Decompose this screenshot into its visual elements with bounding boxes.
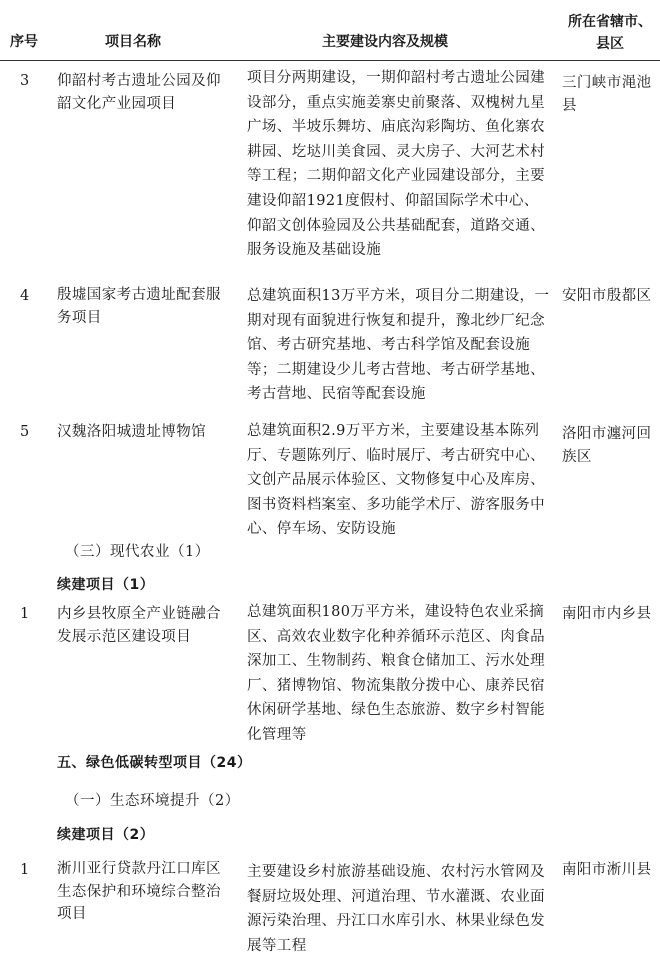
row-5-no: 5 (20, 424, 30, 440)
agri-row-name: 内乡县牧原全产业链融合发展示范区建设项目 (57, 606, 221, 645)
section-green-low-carbon: 五、绿色低碳转型项目（24） (57, 755, 252, 771)
row-4-no: 4 (20, 288, 30, 304)
row-3-content: 项目分两期建设，一期仰韶村考古遗址公园建设部分，重点实施姜寨史前聚落、双槐树九星广场、半坡乐舞坊、庙底沟彩陶坊、鱼化寨农耕园、圪垯川美食园、灵大房子、大河艺术村等工程；二期仰韶文化产业园建设部分，主要建设仰韶1921度假村、仰韶国际学术中心、仰韶文创体验园及公共基础配套，道路交通、服务设施及基础设施 (247, 70, 545, 259)
header-col-content: 主要建设内容及规模 (322, 34, 448, 50)
row-5-content: 总建筑面积2.9万平方米，主要建设基本陈列厅、专题陈列厅、临时展厅、考古研究中心、文创产品展示体验区、文物修复中心及库房、图书资料档案室、多功能学术厅、游客服务中心、停车场、安防设施 (247, 423, 545, 538)
row-3-name: 仰韶村考古遗址公园及仰韶文化产业园项目 (57, 73, 221, 112)
eco-row-location: 南阳市淅川县 (562, 862, 652, 878)
section-modern-agriculture: （三）现代农业（1） (65, 544, 210, 560)
row-4-content: 总建筑面积13万平方米，项目分二期建设，一期对现有面貌进行恢复和提升，豫北纱厂纪念馆、考古研究基地、考古科学馆及配套设施等；二期建设少儿考古营地、考古研学基地、考古营地、民宿等配套设施 (247, 288, 550, 403)
agri-row-no: 1 (20, 606, 30, 622)
row-4-location: 安阳市殷都区 (562, 288, 652, 304)
header-divider (0, 60, 660, 61)
row-5-name: 汉魏洛阳城遗址博物馆 (57, 424, 206, 440)
header-col-name: 项目名称 (105, 34, 161, 50)
eco-row-no: 1 (20, 862, 30, 878)
eco-row-name: 淅川亚行贷款丹江口库区生态保护和环境综合整治项目 (57, 861, 221, 923)
continue-projects-heading: 续建项目（1） (57, 577, 155, 593)
eco-row-content: 主要建设乡村旅游基础设施、农村污水管网及餐厨垃圾处理、河道治理、节水灌溉、农业面源污染治理、丹江口水库引水、林果业绿色发展等工程 (247, 864, 545, 954)
header-col-no: 序号 (10, 34, 38, 50)
header-col-location: 所在省辖市、县区 (568, 14, 652, 52)
row-3-location: 三门峡市渑池县 (562, 75, 652, 114)
agri-row-location: 南阳市内乡县 (562, 606, 652, 622)
agri-row-content: 总建筑面积180万平方米，建设特色农业采摘区、高效农业数字化种养循环示范区、肉食品深加工、生物制药、粮食仓储加工、污水处理厂、猪博物馆、物流集散分拨中心、康养民宿休闲研学基地、绿色生态旅游、数字乡村智能化管理等 (247, 604, 545, 743)
row-5-location: 洛阳市瀍河回族区 (562, 426, 652, 465)
row-4-name: 殷墟国家考古遗址配套服务项目 (57, 287, 221, 326)
continue-projects-heading-2: 续建项目（2） (57, 827, 155, 843)
row-3-no: 3 (20, 73, 30, 89)
section-eco-environment: （一）生态环境提升（2） (65, 793, 240, 809)
